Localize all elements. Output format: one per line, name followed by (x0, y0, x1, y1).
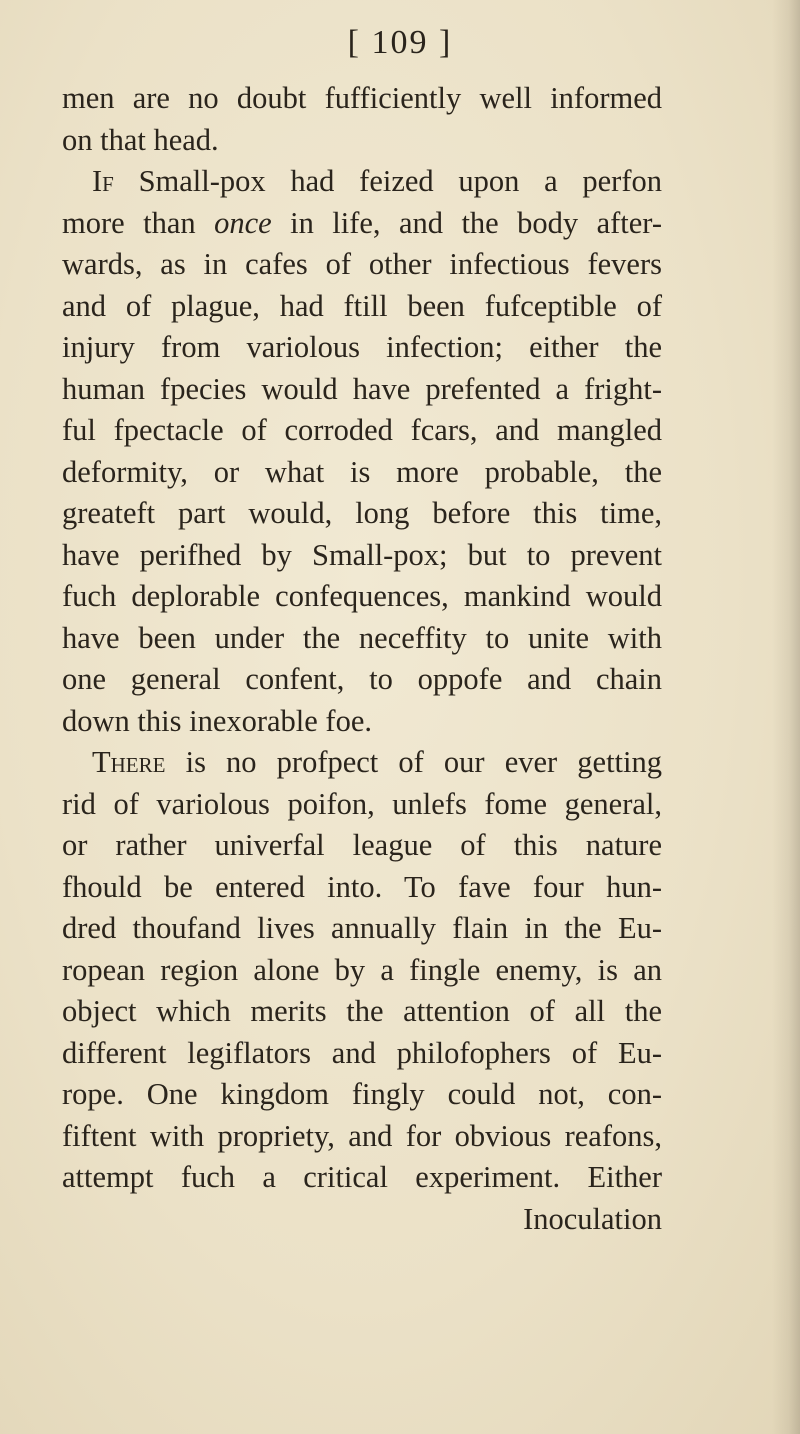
text-line-20: fhould be entered into. To fave four hun- (62, 869, 662, 904)
text-line-11: greateft part would, long before this time, (62, 496, 662, 530)
text-line-1: men are no doubt fufficiently well informed (62, 81, 662, 115)
text-line-6: and of plague, had ftill been fufceptible of (62, 288, 662, 323)
italic-once: once (214, 205, 272, 240)
text-line-17: There is no profpect of our ever getting (92, 745, 662, 779)
text-line-24: different legiflators and philofophers of Eu- (62, 1035, 662, 1070)
text-line-3: If Small-pox had feized upon a perfon (92, 164, 662, 198)
text-line-7: injury from variolous infection; either the (62, 330, 662, 364)
text-line-5: wards, as in cafes of other infectious fevers (62, 247, 662, 281)
text-line-23: object which merits the attention of all the (62, 994, 662, 1028)
text-line-25: rope. One kingdom fingly could not, con- (62, 1077, 662, 1111)
text-line-15: one general confent, to oppofe and chain (62, 662, 662, 696)
text-line-13: fuch deplorable confequences, mankind would (62, 579, 662, 613)
body-text (62, 78, 662, 1240)
text-line-14: have been under the neceffity to unite with (62, 620, 662, 655)
spine-shadow (772, 0, 800, 1434)
small-caps-if: If (92, 164, 114, 198)
text-line-8: human fpecies would have prefented a fright- (62, 371, 662, 406)
text-line-4: more than once in life, and the body after- (62, 205, 663, 240)
catchword: Inoculation (523, 1201, 662, 1236)
text-line-2: on that head. (62, 122, 219, 157)
text-line-16: down this inexorable foe. (62, 703, 373, 738)
text-line-18: rid of variolous poifon, unlefs fome general, (62, 786, 662, 821)
text-line-9: ful fpectacle of corroded fcars, and mangled (62, 413, 662, 447)
text-line-10: deformity, or what is more probable, the (62, 454, 662, 489)
text-line-26: fiftent with propriety, and for obvious reafons, (62, 1118, 662, 1153)
text-line-12: have perifhed by Small-pox; but to prevent (62, 537, 662, 572)
text-line-27: attempt fuch a critical experiment. Either (62, 1160, 662, 1194)
text-line-22: ropean region alone by a fingle enemy, is an (62, 952, 662, 987)
page-number: [ 109 ] (347, 24, 453, 61)
small-caps-there: There (92, 745, 166, 779)
text-line-19: or rather univerfal league of this nature (62, 828, 662, 862)
text-line-21: dred thoufand lives annually flain in the Eu- (62, 911, 662, 945)
page-number-header (0, 24, 800, 62)
